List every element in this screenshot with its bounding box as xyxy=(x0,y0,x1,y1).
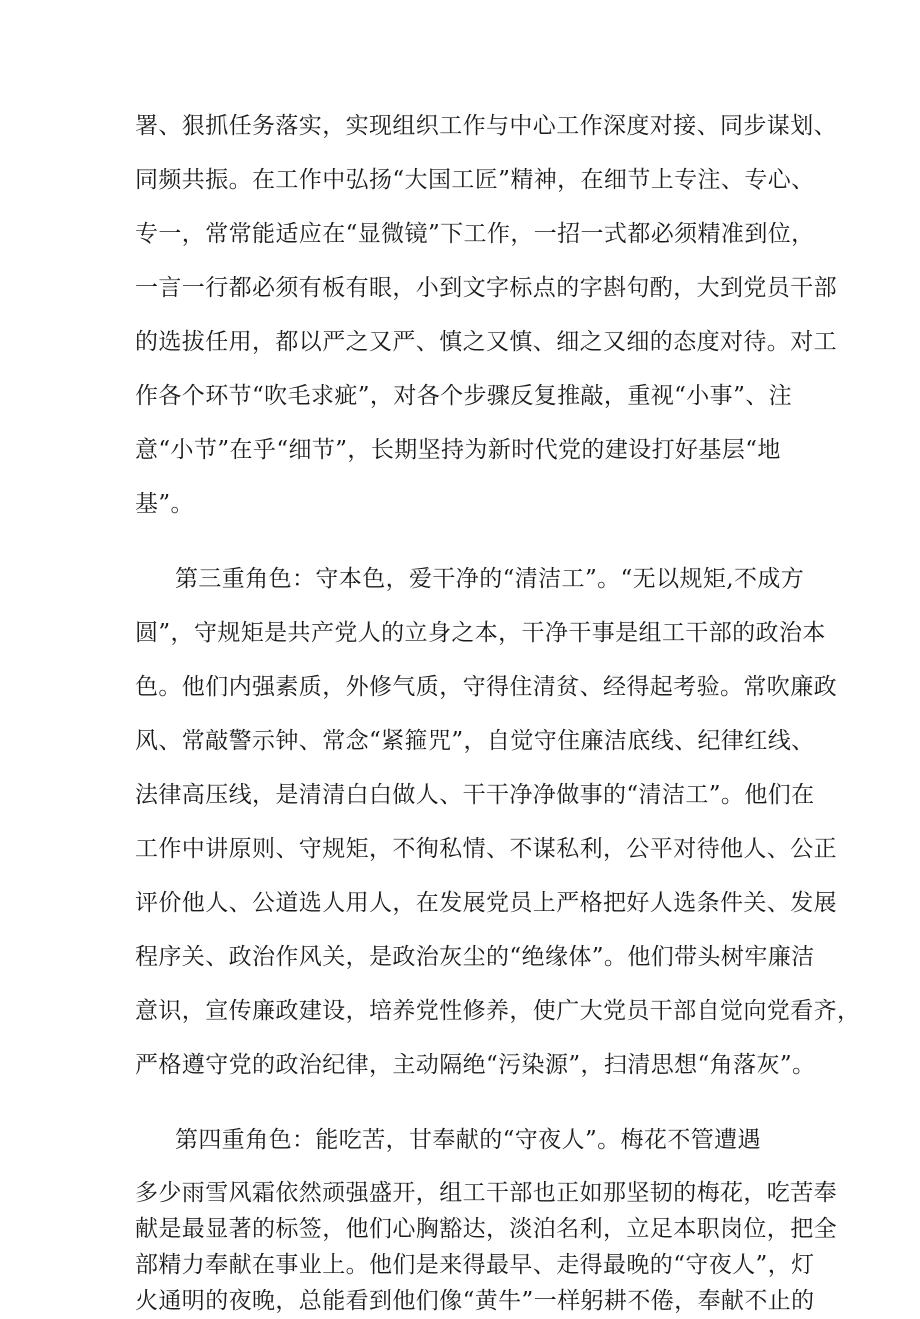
text-line: 圆”，守规矩是共产党人的立身之本，干净干事是组工干部的政治本 xyxy=(135,620,826,646)
text-line: 法律高压线，是清清白白做人、干干净净做事的“清洁工”。他们在 xyxy=(135,782,815,808)
text-line: 的选拔任用，都以严之又严、慎之又慎、细之又细的态度对待。对工 xyxy=(135,329,837,355)
text-line: 专一，常常能适应在“显微镜”下工作，一招一式都必须精准到位， xyxy=(135,221,815,247)
text-line: 多少雨雪风霜依然顽强盛开，组工干部也正如那坚韧的梅花，吃苦奉 xyxy=(135,1180,837,1206)
text-line: 风、常敲警示钟、常念“紧箍咒”，自觉守住廉洁底线、纪律红线、 xyxy=(135,728,815,754)
text-line: 评价他人、公道选人用人，在发展党员上严格把好人选条件关、发展 xyxy=(135,890,837,916)
paragraph-heading-line: 第三重角色：守本色，爱干净的“清洁工”。“无以规矩,不成方 xyxy=(175,566,805,592)
text-line: 部精力奉献在事业上。他们是来得最早、走得最晚的“守夜人”，灯 xyxy=(135,1252,815,1278)
text-line: 色。他们内强素质，外修气质，守得住清贫、经得起考验。常吹廉政 xyxy=(135,674,837,700)
text-line: 严格遵守党的政治纪律，主动隔绝“污染源”，扫清思想“角落灰”。 xyxy=(135,1052,816,1078)
text-line: 同频共振。在工作中弘扬“大国工匠”精神，在细节上专注、专心、 xyxy=(135,167,815,193)
text-line: 工作中讲原则、守规矩，不徇私情、不谋私利，公平对待他人、公正 xyxy=(135,836,837,862)
paragraph-heading-line: 第四重角色：能吃苦，甘奉献的“守夜人”。梅花不管遭遇 xyxy=(175,1127,761,1153)
text-line: 意“小节”在乎“细节”，长期坚持为新时代党的建设打好基层“地 xyxy=(135,437,781,463)
text-line: 一言一行都必须有板有眼，小到文字标点的字斟句酌，大到党员干部 xyxy=(135,275,837,301)
text-line: 署、狠抓任务落实，实现组织工作与中心工作深度对接、同步谋划、 xyxy=(135,113,837,139)
text-line: 作各个环节“吹毛求疵”，对各个步骤反复推敲，重视“小事”、注 xyxy=(135,383,793,409)
text-line: 程序关、政治作风关，是政治灰尘的“绝缘体”。他们带头树牢廉洁 xyxy=(135,944,815,970)
text-line: 基”。 xyxy=(135,491,194,517)
text-line: 火通明的夜晚，总能看到他们像“黄牛”一样躬耕不倦，奉献不止的 xyxy=(135,1288,815,1314)
text-line: 献是最显著的标签，他们心胸豁达，淡泊名利，立足本职岗位，把全 xyxy=(135,1216,837,1242)
text-line: 意识，宣传廉政建设，培养党性修养，使广大党员干部自觉向党看齐， xyxy=(135,998,861,1024)
